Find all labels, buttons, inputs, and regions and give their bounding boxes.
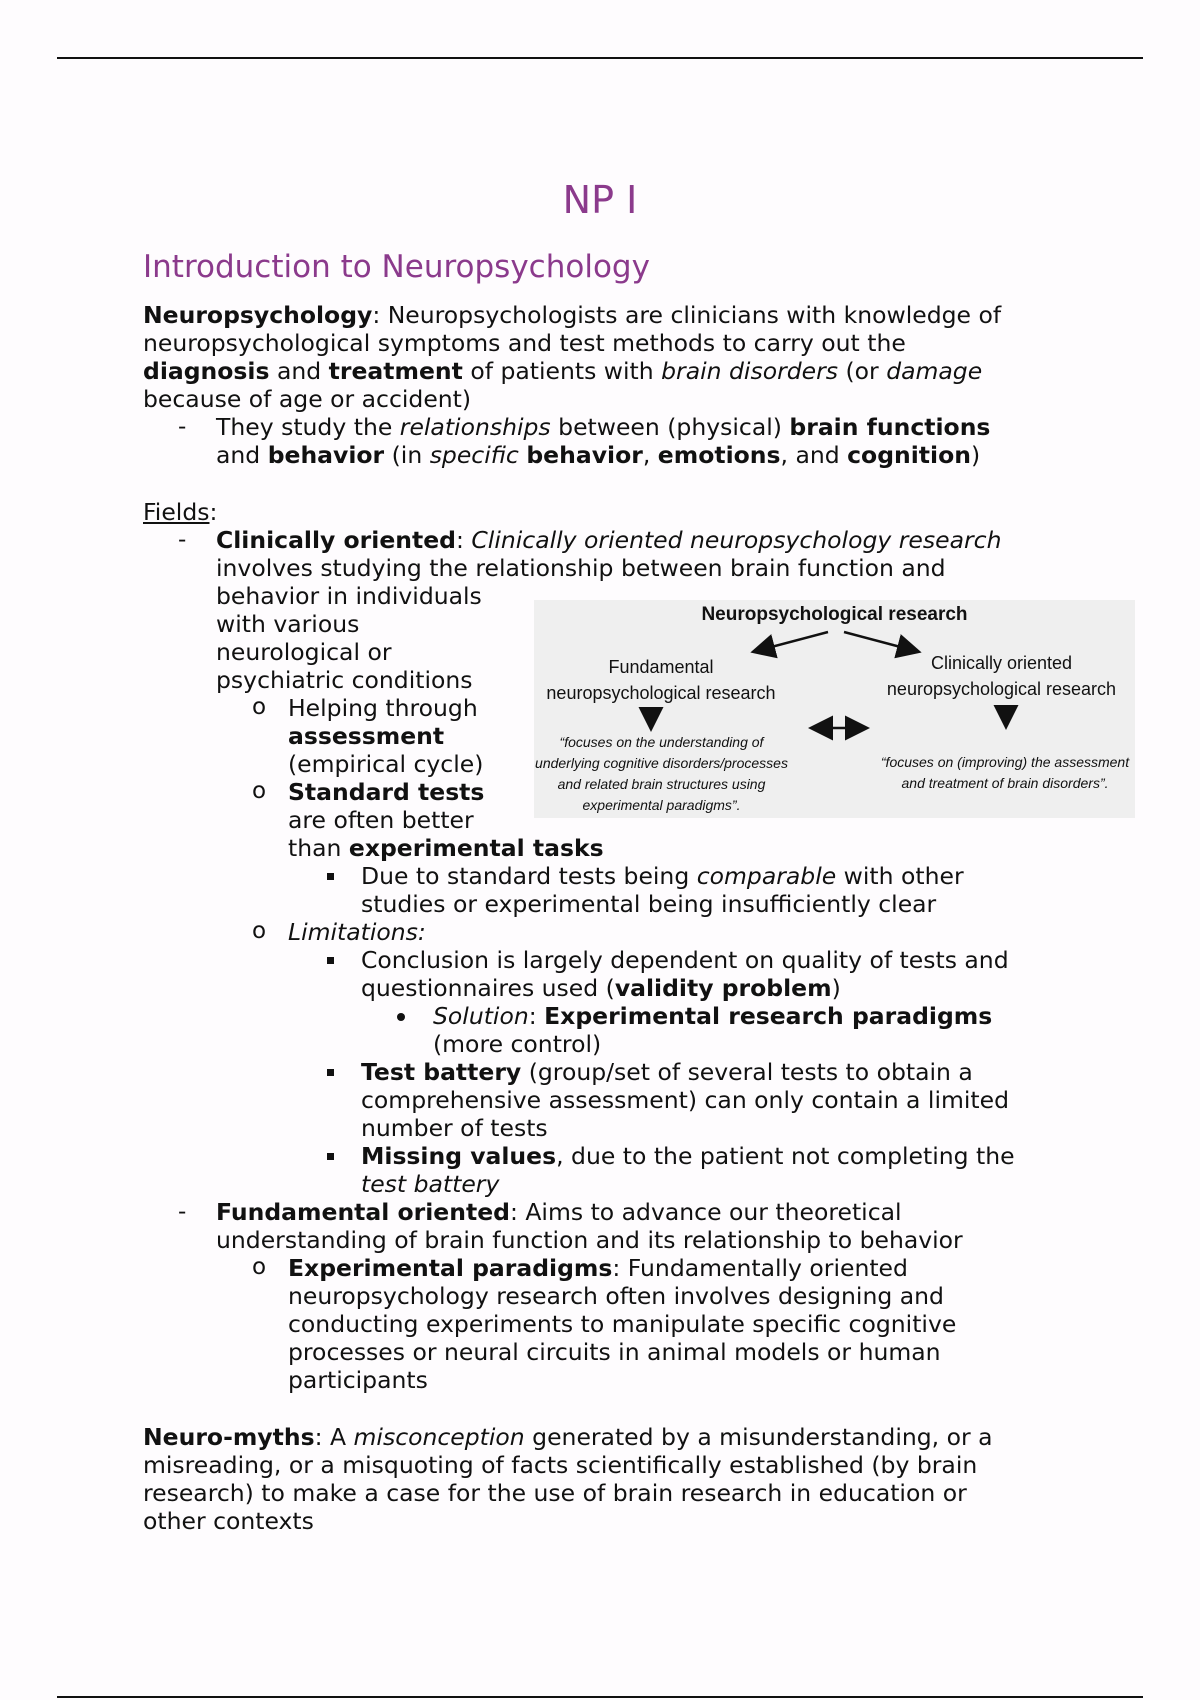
text: Experimental paradigms bbox=[288, 1254, 613, 1282]
research-diagram bbox=[534, 600, 1135, 818]
text: : bbox=[209, 498, 218, 526]
lim1-line-2 bbox=[361, 974, 841, 1002]
text: Clinically oriented neuropsychology research bbox=[471, 526, 1002, 554]
text: brain functions bbox=[789, 413, 991, 441]
text: specific bbox=[429, 441, 519, 469]
intro-line-4: because of age or accident) bbox=[143, 385, 472, 413]
fundamental-line-1 bbox=[216, 1198, 902, 1226]
text: experimental tasks bbox=[348, 834, 604, 862]
circle-marker: o bbox=[252, 1254, 267, 1280]
text: neuropsychological research bbox=[546, 683, 776, 703]
clinical-line-4: with various bbox=[216, 610, 360, 638]
text: : bbox=[528, 1002, 545, 1030]
solution-line-2: (more control) bbox=[433, 1030, 602, 1058]
text: Fundamental bbox=[608, 657, 714, 677]
arrow-to-clinical bbox=[844, 632, 912, 650]
text: : Fundamentally oriented bbox=[612, 1254, 908, 1282]
text: than bbox=[288, 834, 349, 862]
clinical-line-5: neurological or bbox=[216, 638, 392, 666]
fund-o-line-5: participants bbox=[288, 1366, 428, 1394]
diagram-right-quote bbox=[874, 752, 1136, 794]
square-bullet bbox=[327, 1153, 334, 1160]
fund-o-line-2: neuropsychology research often involves designing and bbox=[288, 1282, 944, 1310]
circle-marker: o bbox=[252, 694, 267, 720]
diagram-right-heading bbox=[874, 650, 1129, 702]
dash-marker: - bbox=[178, 527, 187, 553]
sq1-line-1 bbox=[361, 862, 964, 890]
text: cognition bbox=[847, 441, 971, 469]
circle-marker: o bbox=[252, 918, 267, 944]
clinical-o2-line-2: are often better bbox=[288, 806, 474, 834]
dot-bullet bbox=[397, 1013, 405, 1021]
term-diagnosis: diagnosis bbox=[143, 357, 270, 385]
text: and treatment of brain disorders”. bbox=[901, 775, 1109, 791]
text-brain-disorders: brain disorders bbox=[661, 357, 839, 385]
lim2-line-3: number of tests bbox=[361, 1114, 548, 1142]
intro-line-1 bbox=[143, 301, 1001, 329]
text: comparable bbox=[696, 862, 837, 890]
diagram-left-quote bbox=[534, 732, 789, 816]
text: : bbox=[456, 526, 472, 554]
square-bullet bbox=[327, 957, 334, 964]
text: : Neuropsychologists are clinicians with knowledge of bbox=[372, 301, 1002, 329]
solution-line-1 bbox=[433, 1002, 992, 1030]
text: ) bbox=[831, 974, 841, 1002]
text: and bbox=[216, 441, 268, 469]
dash-marker: - bbox=[178, 1199, 187, 1225]
text: Missing values bbox=[361, 1142, 557, 1170]
intro-sub-line-1 bbox=[216, 413, 990, 441]
intro-line-2: neuropsychological symptoms and test methods to carry out the bbox=[143, 329, 906, 357]
myths-line-2: misreading, or a misquoting of facts scientifically established (by brain bbox=[143, 1451, 978, 1479]
text: , and bbox=[780, 441, 848, 469]
myths-line-4: other contexts bbox=[143, 1507, 314, 1535]
term-neuropsychology: Neuropsychology bbox=[143, 301, 373, 329]
text: Due to standard tests being bbox=[361, 862, 697, 890]
text: Experimental research paradigms bbox=[544, 1002, 993, 1030]
text: neuropsychological research bbox=[886, 679, 1117, 699]
lim2-line-1 bbox=[361, 1058, 973, 1086]
term-neuro-myths: Neuro-myths bbox=[143, 1423, 315, 1451]
text: behavior bbox=[526, 441, 643, 469]
text: : Aims to advance our theoretical bbox=[509, 1198, 902, 1226]
circle-marker: o bbox=[252, 778, 267, 804]
square-bullet bbox=[327, 1069, 334, 1076]
text: Standard tests bbox=[288, 778, 485, 806]
text: (or bbox=[838, 357, 887, 385]
text: (in bbox=[384, 441, 430, 469]
text: and bbox=[269, 357, 329, 385]
text: Test battery bbox=[361, 1058, 522, 1086]
text: “focuses on (improving) the assessment bbox=[880, 754, 1130, 770]
intro-line-3 bbox=[143, 357, 982, 385]
fields-label bbox=[143, 498, 217, 526]
clinical-o2-line-3 bbox=[288, 834, 604, 862]
myths-line-3: research) to make a case for the use of brain research in education or bbox=[143, 1479, 967, 1507]
text: ) bbox=[970, 441, 981, 469]
text-damage: damage bbox=[886, 357, 983, 385]
section-heading: Introduction to Neuropsychology bbox=[143, 249, 650, 285]
fundamental-line-2: understanding of brain function and its relationship to behavior bbox=[216, 1226, 963, 1254]
text: test battery bbox=[361, 1170, 500, 1198]
fund-o-line-1 bbox=[288, 1254, 908, 1282]
clinical-o1-line-3: (empirical cycle) bbox=[288, 750, 484, 778]
clinical-o2-line-1 bbox=[288, 778, 484, 806]
arrow-to-fundamental bbox=[760, 632, 828, 650]
text: They study the bbox=[216, 413, 400, 441]
lim2-line-2: comprehensive assessment) can only contain a limited bbox=[361, 1086, 1009, 1114]
text: and related brain structures using bbox=[557, 776, 766, 792]
lim3-line-2 bbox=[361, 1170, 499, 1198]
clinical-line-3: behavior in individuals bbox=[216, 582, 482, 610]
text: misconception bbox=[353, 1423, 525, 1451]
clinical-line-6: psychiatric conditions bbox=[216, 666, 473, 694]
text: Limitations: bbox=[288, 918, 426, 946]
text: assessment bbox=[288, 722, 445, 750]
text: Solution bbox=[433, 1002, 529, 1030]
text: of patients with bbox=[462, 357, 662, 385]
fund-o-line-4: processes or neural circuits in animal models or human bbox=[288, 1338, 941, 1366]
fund-o-line-3: conducting experiments to manipulate specific cognitive bbox=[288, 1310, 957, 1338]
clinical-line-2: involves studying the relationship between brain function and bbox=[216, 554, 946, 582]
text: emotions bbox=[657, 441, 781, 469]
term-treatment: treatment bbox=[328, 357, 463, 385]
text: Clinically oriented bbox=[930, 653, 1073, 673]
text: generated by a misunderstanding, or a bbox=[524, 1423, 993, 1451]
clinical-o1-line-1: Helping through bbox=[288, 694, 478, 722]
text: validity problem bbox=[614, 974, 832, 1002]
intro-sub-line-2 bbox=[216, 441, 980, 469]
clinical-o1-line-2 bbox=[288, 722, 444, 750]
text: between (physical) bbox=[550, 413, 790, 441]
page-title: NP I bbox=[562, 178, 638, 222]
text: , bbox=[642, 441, 658, 469]
text: experimental paradigms”. bbox=[582, 797, 741, 813]
text: , due to the patient not completing the bbox=[556, 1142, 1015, 1170]
dash-marker: - bbox=[178, 414, 187, 440]
text: questionnaires used ( bbox=[361, 974, 615, 1002]
text: Fields bbox=[143, 498, 210, 526]
myths-line-1 bbox=[143, 1423, 993, 1451]
top-rule bbox=[57, 57, 1143, 59]
text: behavior bbox=[267, 441, 385, 469]
lim1-line-1: Conclusion is largely dependent on quality of tests and bbox=[361, 946, 1009, 974]
bottom-rule bbox=[57, 1696, 1143, 1698]
text: (group/set of several tests to obtain a bbox=[521, 1058, 973, 1086]
text: : A bbox=[314, 1423, 354, 1451]
term-fundamental-oriented: Fundamental oriented bbox=[216, 1198, 510, 1226]
diagram-title: Neuropsychological research bbox=[701, 604, 968, 625]
term-clinically-oriented: Clinically oriented bbox=[216, 526, 456, 554]
text: underlying cognitive disorders/processes bbox=[535, 755, 788, 771]
text: relationships bbox=[399, 413, 551, 441]
text: “focuses on the understanding of bbox=[559, 734, 764, 750]
sq1-line-2: studies or experimental being insufficiently clear bbox=[361, 890, 937, 918]
lim3-line-1 bbox=[361, 1142, 1015, 1170]
limitations-label bbox=[288, 918, 426, 946]
diagram-left-heading bbox=[546, 654, 776, 706]
clinical-line-1 bbox=[216, 526, 1001, 554]
square-bullet bbox=[327, 873, 334, 880]
text: with other bbox=[836, 862, 964, 890]
